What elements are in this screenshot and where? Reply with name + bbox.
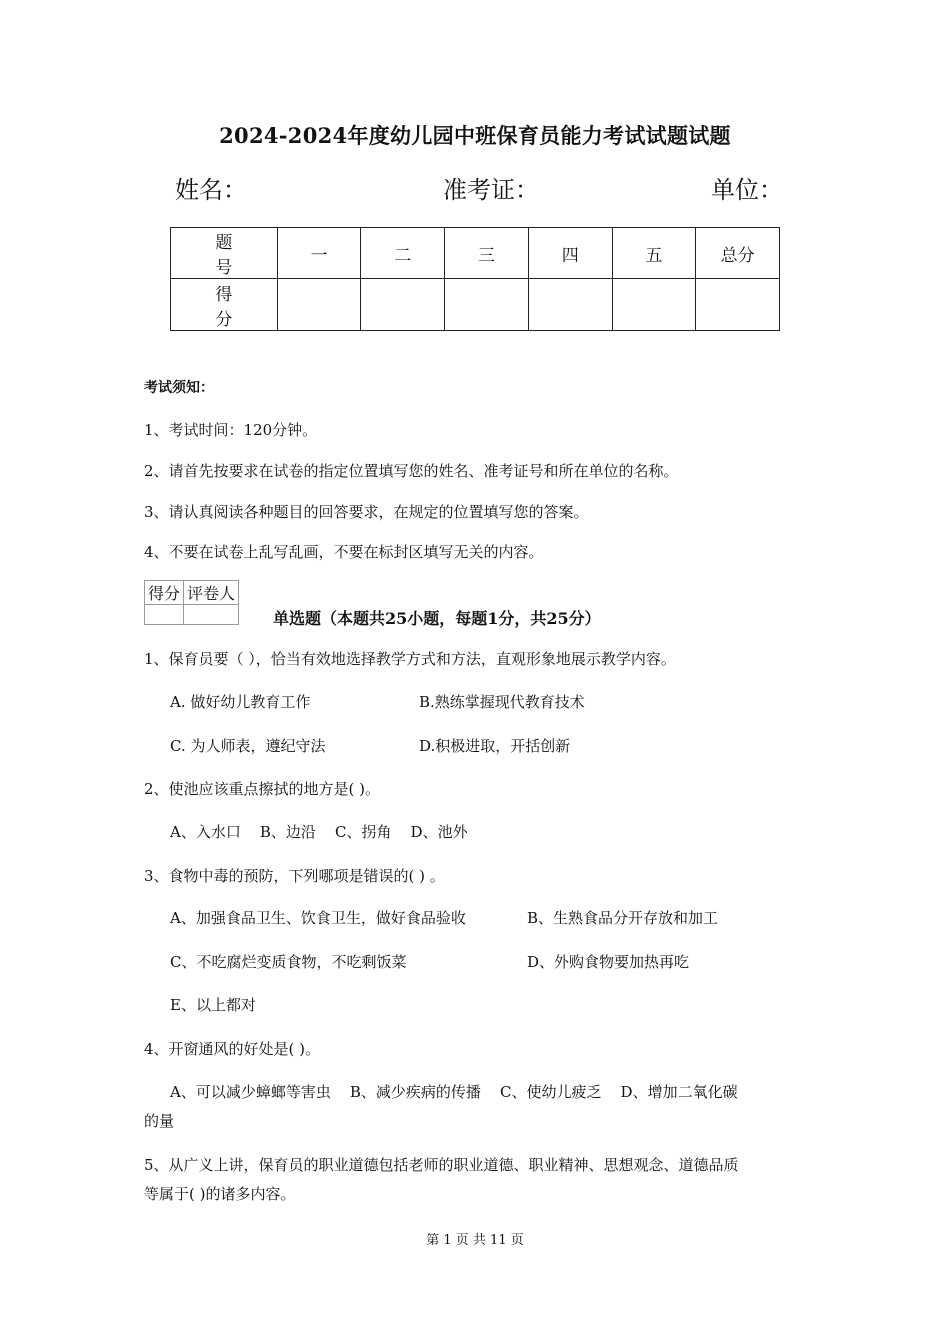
header-cell-total: 总分 [696, 228, 780, 279]
question-5-stem-line1: 5、从广义上讲，保育员的职业道德包括老师的职业道德、职业精神、思想观念、道德品质 [144, 1156, 739, 1174]
score-cell-3[interactable] [445, 279, 529, 331]
question-3-option-a: A、加强食品卫生、饮食卫生，做好食品验收 [170, 909, 466, 927]
notice-item-1: 1、考试时间：120分钟。 [144, 421, 318, 439]
score-cell-2[interactable] [361, 279, 445, 331]
score-table [170, 227, 780, 331]
question-5-stem-line2: 等属于( )的诸多内容。 [144, 1185, 296, 1203]
question-1-option-d: D.积极进取，开括创新 [419, 737, 571, 755]
score-cell-total[interactable] [696, 279, 780, 331]
question-4-options-line1: A、可以减少蟑螂等害虫 B、减少疾病的传播 C、使幼儿疲乏 D、增加二氧化碳 [170, 1083, 738, 1101]
exam-id-label: 准考证： [443, 176, 539, 204]
grader-box-score-label: 得分 [145, 581, 184, 605]
grader-box-grader-cell[interactable] [184, 605, 239, 625]
question-1-option-c: C. 为人师表，遵纪守法 [170, 737, 326, 755]
page-footer: 第 1 页 共 11 页 [426, 1233, 524, 1248]
grader-box [144, 580, 239, 625]
score-table-score-row [171, 279, 780, 331]
section-heading: 单选题（本题共25小题，每题1分，共25分） [273, 609, 601, 628]
header-cell-4: 四 [528, 228, 612, 279]
header-cell-1: 一 [277, 228, 361, 279]
question-3-option-c: C、不吃腐烂变质食物，不吃剩饭菜 [170, 953, 407, 971]
question-4-options-line2: 的量 [144, 1112, 175, 1130]
score-cell-1[interactable] [277, 279, 361, 331]
exam-title: 2024-2024年度幼儿园中班保育员能力考试试题试题 [219, 123, 731, 148]
score-cell-5[interactable] [612, 279, 696, 331]
score-row-label: 得 分 [171, 279, 278, 331]
unit-label: 单位： [711, 176, 783, 204]
question-4-stem: 4、开窗通风的好处是( )。 [144, 1040, 321, 1058]
notice-item-4: 4、不要在试卷上乱写乱画，不要在标封区填写无关的内容。 [144, 543, 544, 561]
question-3-stem: 3、食物中毒的预防，下列哪项是错误的( ) 。 [144, 867, 445, 885]
name-label: 姓名： [175, 176, 247, 204]
question-3-option-d: D、外购食物要加热再吃 [527, 953, 690, 971]
score-table-header-row [171, 228, 780, 279]
question-1-option-b: B.熟练掌握现代教育技术 [419, 693, 585, 711]
question-1-option-a: A. 做好幼儿教育工作 [170, 693, 311, 711]
question-3-option-b: B、生熟食品分开存放和加工 [527, 909, 719, 927]
header-cell-5: 五 [612, 228, 696, 279]
score-cell-4[interactable] [528, 279, 612, 331]
header-cell-3: 三 [445, 228, 529, 279]
notice-item-3: 3、请认真阅读各种题目的回答要求，在规定的位置填写您的答案。 [144, 503, 589, 521]
grader-box-score-cell[interactable] [145, 605, 184, 625]
header-cell-question-no: 题 号 [171, 228, 278, 279]
header-cell-2: 二 [361, 228, 445, 279]
notice-heading: 考试须知： [144, 380, 214, 396]
question-3-option-e: E、以上都对 [170, 996, 256, 1014]
question-2-stem: 2、使池应该重点擦拭的地方是( )。 [144, 780, 381, 798]
grader-box-grader-label: 评卷人 [184, 581, 239, 605]
question-2-options: A、入水口 B、边沿 C、拐角 D、池外 [170, 823, 468, 841]
notice-item-2: 2、请首先按要求在试卷的指定位置填写您的姓名、准考证号和所在单位的名称。 [144, 462, 679, 480]
question-1-stem: 1、保育员要（ ），恰当有效地选择教学方式和方法，直观形象地展示教学内容。 [144, 650, 676, 668]
